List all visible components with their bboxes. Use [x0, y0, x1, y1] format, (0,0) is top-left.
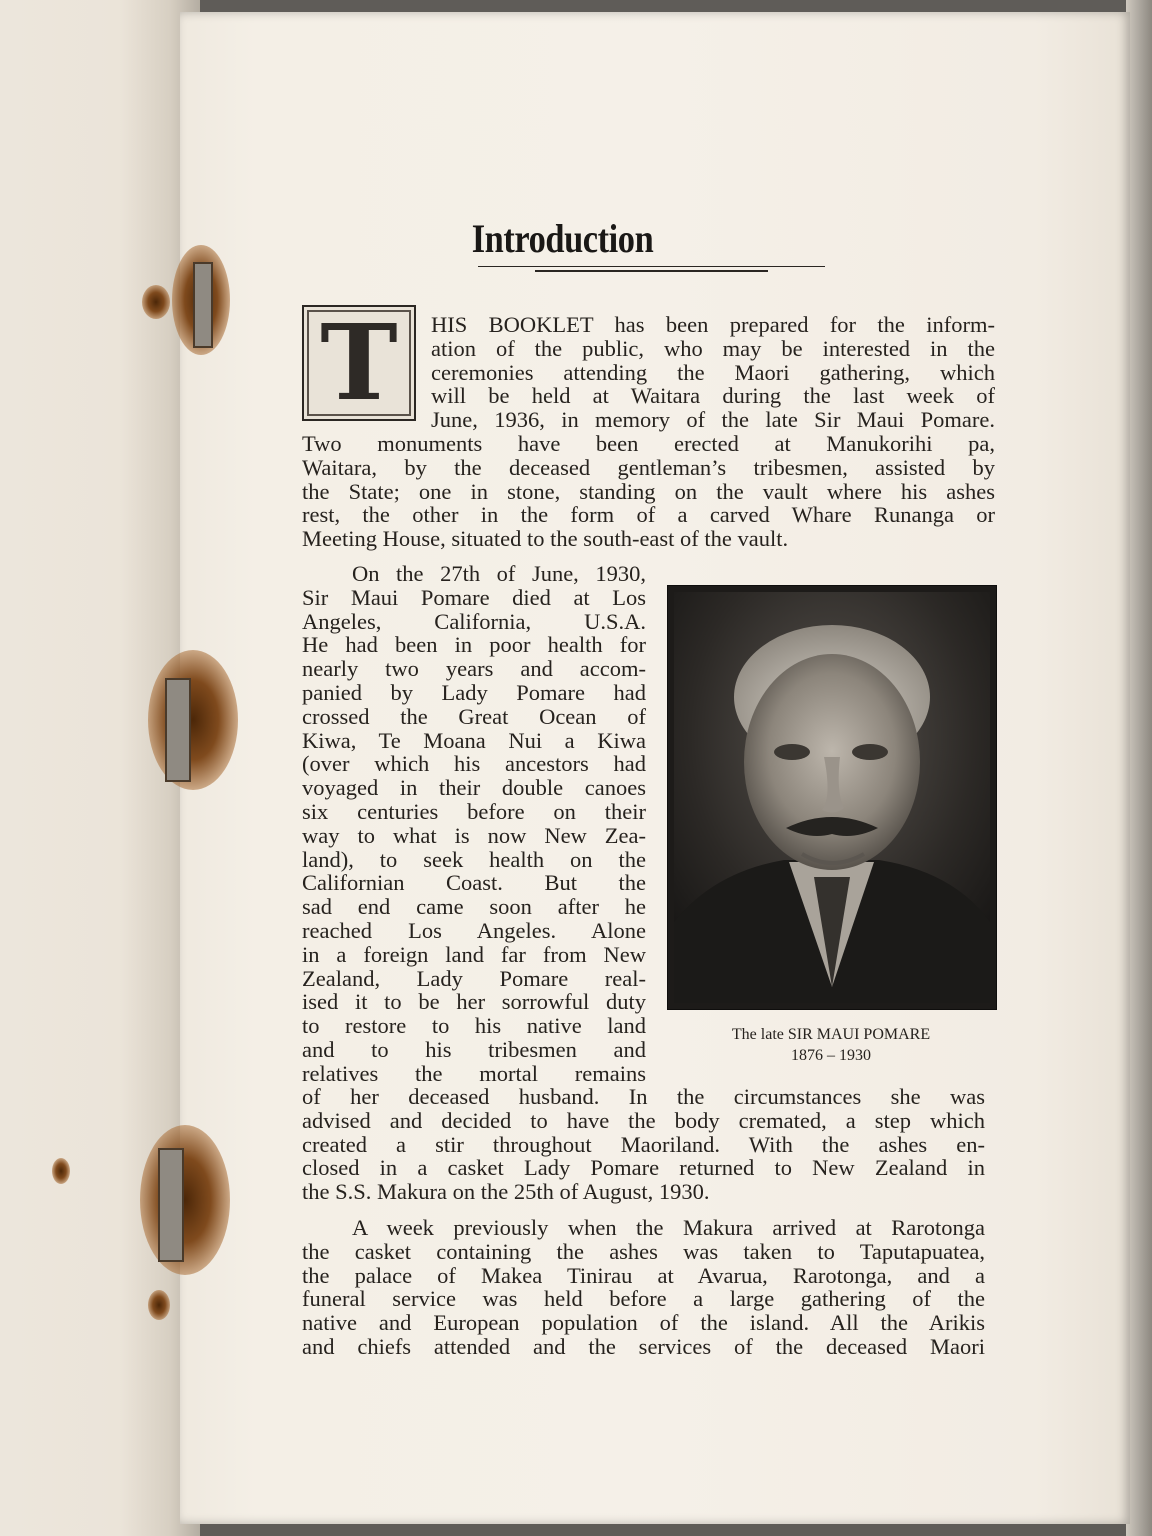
text-line: Zealand, Lady Pomare real- [302, 965, 646, 991]
rust-stain [148, 650, 238, 790]
rust-stain [142, 285, 170, 319]
text-line: land), to seek health on the [302, 846, 646, 872]
portrait-photo [667, 585, 997, 1010]
text-line: native and European population of the island. All the Arikis [302, 1310, 985, 1336]
text-line: nearly two years and accom- [302, 656, 646, 682]
text-line: On the 27th of June, 1930, [352, 561, 646, 586]
text-line: way to what is now New Zea- [302, 822, 646, 848]
text-line: Angeles, California, U.S.A. [302, 608, 646, 634]
text-line: ceremonies attending the Maori gathering, which [431, 359, 995, 385]
text-line: in a foreign land far from New [302, 941, 646, 967]
text-line: Californian Coast. But the [302, 870, 646, 896]
staple [165, 678, 191, 782]
text-line: funeral service was held before a large gathering of the [302, 1286, 985, 1312]
decorative-dropcap [302, 301, 416, 424]
page-title: Introduction [471, 216, 654, 261]
rust-stain [148, 1290, 170, 1320]
text-line: Kiwa, Te Moana Nui a Kiwa [302, 727, 646, 753]
text-line: Waitara, by the deceased gentleman’s tribesmen, assisted by [302, 454, 995, 480]
text-line: reached Los Angeles. Alone [302, 917, 646, 943]
text-line: the casket containing the ashes was taken to Taputapuatea, [302, 1238, 985, 1264]
portrait-image [674, 592, 990, 1003]
text-line: panied by Lady Pomare had [302, 679, 646, 705]
text-line: crossed the Great Ocean of [302, 703, 646, 729]
text-line: advised and decided to have the body cremated, a step which [302, 1107, 985, 1133]
text-line: June, 1936, in memory of the late Sir Maui Pomare. [431, 407, 995, 433]
text-line: created a stir throughout Maoriland. With the ashes en- [302, 1131, 985, 1157]
text-line: six centuries before on their [302, 798, 646, 824]
text-line: to restore to his native land [302, 1013, 646, 1039]
text-line: will be held at Waitara during the last week of [431, 383, 995, 409]
text-line: Two monuments have been erected at Manukorihi pa, [302, 431, 995, 456]
paragraph-death-column [302, 562, 646, 1086]
text-line: and to his tribesmen and [302, 1036, 646, 1062]
rust-stain [52, 1158, 70, 1184]
text-line: ation of the public, who may be interested in the [431, 335, 995, 361]
text-line: closed in a casket Lady Pomare returned to New Zealand in [302, 1155, 985, 1181]
text-line: (over which his ancestors had [302, 751, 646, 777]
text-line: and chiefs attended and the services of the deceased Maori [302, 1333, 985, 1359]
portrait-caption-dates: 1876 – 1930 [791, 1047, 871, 1064]
text-line: the palace of Makea Tinirau at Avarua, Rarotonga, and a [302, 1262, 985, 1288]
text-line: rest, the other in the form of a carved Whare Runanga or [302, 502, 995, 528]
title-rule-thin [478, 266, 825, 267]
paragraph-rarotonga [302, 1216, 985, 1359]
text-line: HIS BOOKLET has been prepared for the inform- [431, 312, 995, 337]
title-rule-thick [535, 270, 768, 272]
text-line: relatives the mortal remains [302, 1060, 646, 1086]
text-line: sad end came soon after he [302, 894, 646, 920]
paragraph-monuments [302, 432, 995, 551]
text-line: voyaged in their double canoes [302, 775, 646, 801]
text-line: A week previously when the Makura arrived at Rarotonga [352, 1215, 985, 1240]
staple [158, 1148, 184, 1262]
dropcap-letter: T [320, 301, 398, 424]
intro-paragraph [431, 313, 995, 432]
text-line: of her deceased husband. In the circumstances she was [302, 1084, 985, 1109]
text-line: He had been in poor health for [302, 632, 646, 658]
rust-stain [140, 1125, 230, 1275]
text-line: Sir Maui Pomare died at Los [302, 584, 646, 610]
paragraph-death-continued [302, 1085, 985, 1204]
text-line: the State; one in stone, standing on the vault where his ashes [302, 478, 995, 504]
text-line: Meeting House, situated to the south-east of the vault. [302, 526, 789, 552]
staple [193, 262, 213, 348]
text-line: the S.S. Makura on the 25th of August, 1930. [302, 1179, 710, 1205]
portrait-caption-name: The late SIR MAUI POMARE [731, 1026, 931, 1043]
text-line: ised it to be her sorrowful duty [302, 989, 646, 1015]
